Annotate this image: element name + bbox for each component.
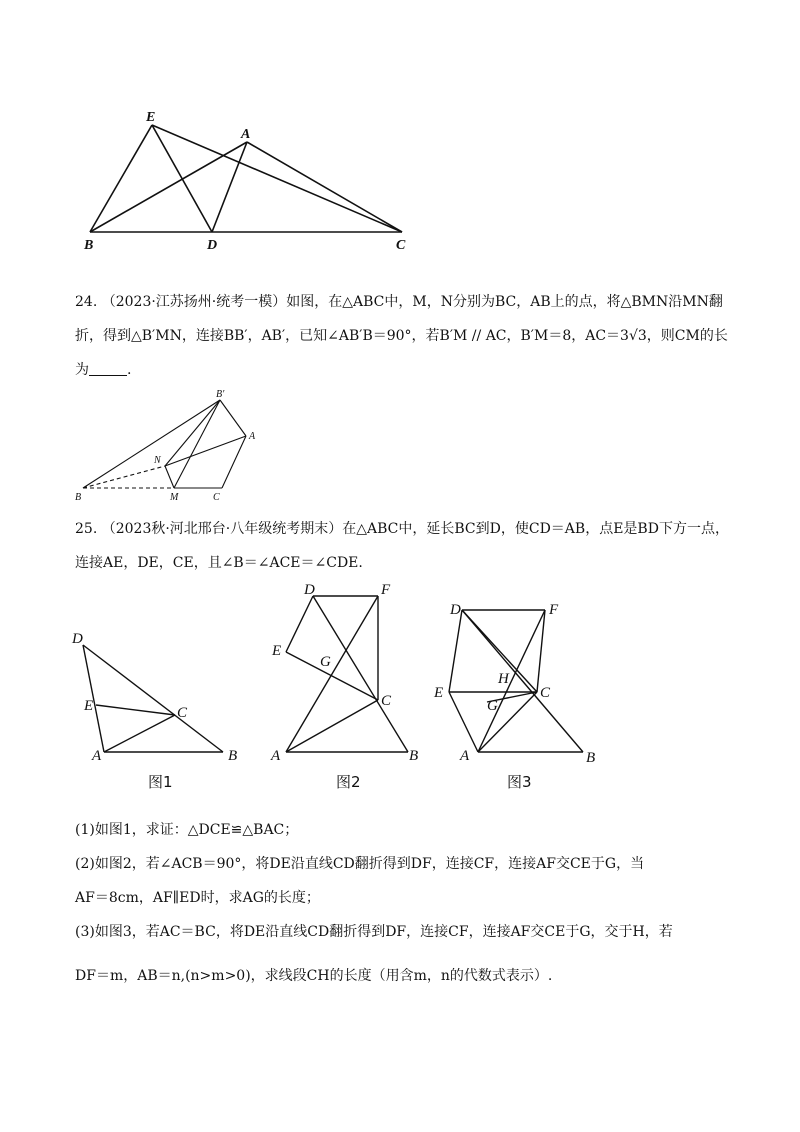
fig2-label-G: G	[320, 654, 331, 670]
p24-label-C: C	[213, 492, 220, 503]
problem-24-line2-text: 折，得到△B′MN，连接BB′，AB′，已知∠AB′B＝90°，若B′M // AC，B′M＝8，AC＝3√3，则CM的长	[75, 328, 728, 344]
fig3-label-B: B	[586, 750, 596, 766]
figure-1	[83, 645, 223, 752]
fig2-label-E: E	[272, 643, 282, 659]
fig2-label-D: D	[304, 582, 315, 598]
question-3-line1	[75, 915, 735, 949]
p24-label-B: B	[75, 492, 82, 503]
fig3-label-C: C	[540, 685, 551, 701]
fig3-label-E: E	[434, 685, 444, 701]
problem-25-questions	[75, 813, 735, 993]
fig1-label-A: A	[92, 748, 102, 764]
figure-2	[286, 596, 408, 752]
top-label-E: E	[146, 110, 156, 125]
question-2-line1-text: (2)如图2，若∠ACB＝90°，将DE沿直线CD翻折得到DF，连接CF，连接AF交CE于G，当	[75, 856, 645, 872]
fig2-caption: 图2	[336, 773, 361, 791]
problem-25-number: 25.	[75, 521, 98, 537]
fig1-label-C: C	[177, 705, 188, 721]
fig3-label-A: A	[460, 748, 470, 764]
p24-label-N: N	[154, 455, 161, 466]
top-label-B: B	[84, 238, 94, 253]
problem-25-line1-text: 在△ABC中，延长BC到D，使CD＝AB，点E是BD下方一点，	[342, 521, 729, 537]
fig1-caption: 图1	[148, 773, 173, 791]
fig3-label-D: D	[450, 602, 461, 618]
fig1-label-E: E	[84, 698, 94, 714]
fig3-label-G: G	[487, 698, 498, 714]
question-2-line1	[75, 847, 735, 881]
figure-3	[449, 610, 583, 752]
problem-24-line3-prefix: 为	[75, 362, 89, 378]
fig1-label-B: B	[228, 748, 238, 764]
fig2-label-F: F	[381, 582, 391, 598]
question-1-text: (1)如图1，求证：△DCE≌△BAC；	[75, 822, 299, 838]
problem-24-line3-suffix: .	[127, 362, 132, 378]
top-label-D: D	[207, 238, 218, 253]
problem-25-line2-text: 连接AE，DE，CE，且∠B＝∠ACE＝∠CDE.	[75, 555, 363, 571]
problem-24-line1-text: 如图，在△ABC中，M，N分别为BC，AB上的点，将△BMN沿MN翻	[286, 294, 723, 310]
fig2-label-A: A	[271, 748, 281, 764]
top-label-A: A	[241, 127, 251, 142]
problem-24-source: （2023·江苏扬州·统考一模）	[101, 294, 287, 310]
fig2-label-C: C	[381, 693, 392, 709]
fig2-label-B: B	[409, 748, 419, 764]
fig3-caption: 图3	[507, 773, 532, 791]
question-2-line2	[75, 881, 735, 915]
top-label-C: C	[396, 238, 406, 253]
fig1-label-D: D	[72, 631, 83, 647]
problem-24-number: 24.	[75, 294, 98, 310]
question-1	[75, 813, 735, 847]
p24-label-M: M	[170, 492, 179, 503]
fig3-label-H: H	[498, 671, 509, 687]
p24-label-A: A	[249, 431, 256, 442]
question-3-line2-text: DF＝m，AB＝n,(n>m>0)，求线段CH的长度（用含m，n的代数式表示）.	[75, 968, 553, 984]
p24-label-Bprime: B′	[216, 389, 225, 400]
question-3-line1-text: (3)如图3，若AC＝BC，将DE沿直线CD翻折得到DF，连接CF，连接AF交CE于G，交于H，若	[75, 924, 673, 940]
problem-25-source: （2023秋·河北邢台·八年级统考期末）	[101, 521, 343, 537]
question-2-line2-text: AF＝8cm，AF∥ED时，求AG的长度；	[75, 890, 320, 906]
fig3-label-F: F	[549, 602, 559, 618]
question-3-line2	[75, 959, 735, 993]
